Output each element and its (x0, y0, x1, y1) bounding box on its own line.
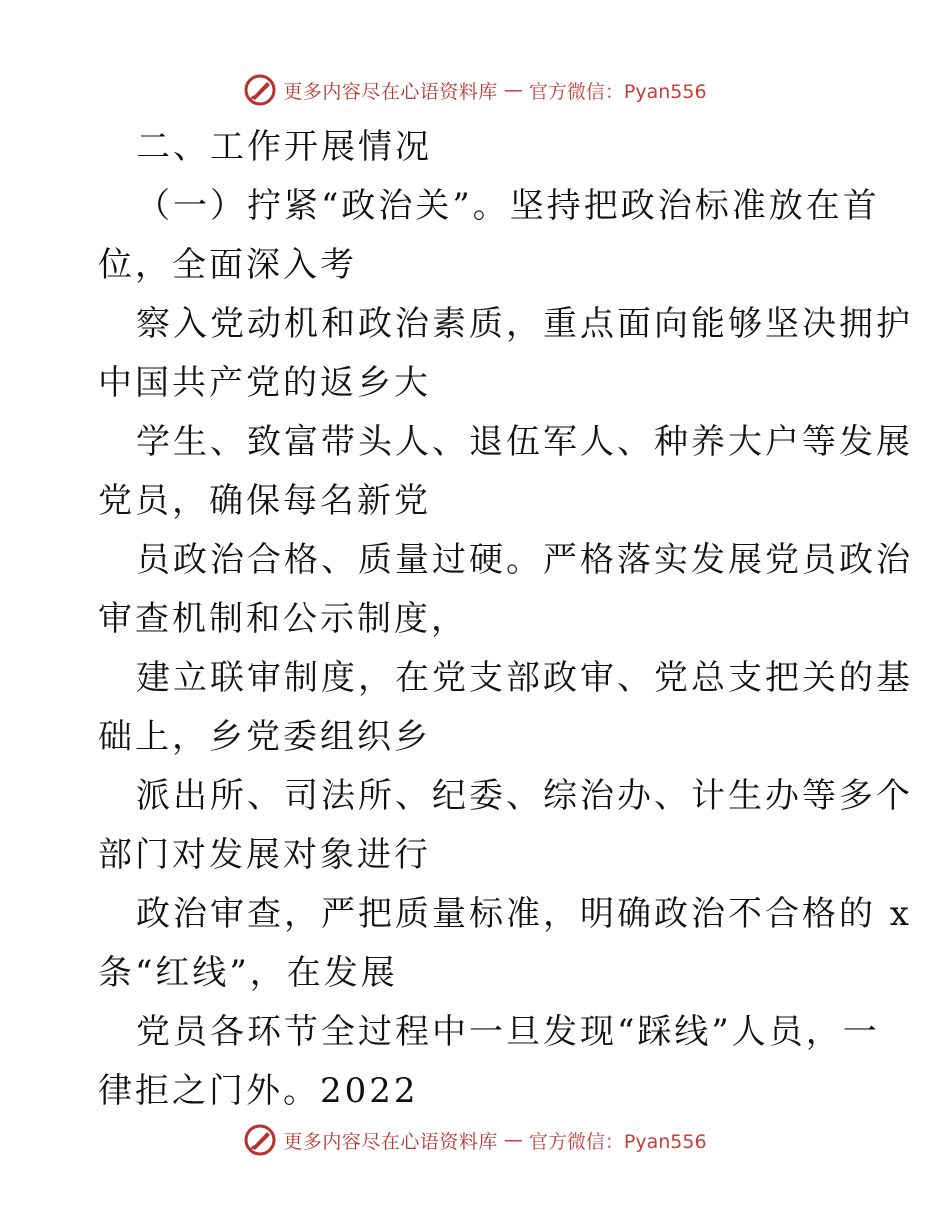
paragraph-line: 察入党动机和政治素质，重点面向能够坚决拥护 (136, 304, 913, 344)
header-banner-text: 更多内容尽在心语资料库 (283, 80, 498, 103)
paragraph-line: 党员，确保每名新党 (98, 481, 431, 521)
quill-pen-logo-icon (243, 1123, 277, 1157)
paragraph-line: 条“红线”，在发展 (98, 953, 398, 993)
footer-banner (0, 1120, 950, 1160)
paragraph-line: 建立联审制度，在党支部政审、党总支把关的基 (136, 658, 913, 698)
quill-pen-logo-icon (243, 73, 277, 107)
paragraph-line: 审查机制和公示制度， (98, 599, 468, 639)
footer-banner-contact: 官方微信：Pyan556 (528, 1130, 707, 1153)
paragraph-line: 派出所、司法所、纪委、综治办、计生办等多个 (136, 776, 913, 816)
paragraph-line: 员政治合格、质量过硬。严格落实发展党员政治 (136, 540, 913, 580)
paragraph-line: 政治审查，严把质量标准，明确政治不合格的 x (136, 894, 912, 934)
paragraph-line: 位，全面深入考 (98, 245, 357, 285)
paragraph-line: 础上，乡党委组织乡 (98, 717, 431, 757)
header-banner-contact: 官方微信：Pyan556 (528, 80, 707, 103)
paragraph-line: 中国共产党的返乡大 (98, 363, 431, 403)
document-body (98, 118, 913, 1121)
paragraph-line: 党员各环节全过程中一旦发现“踩线”人员，一 (136, 1012, 880, 1052)
paragraph-line: 部门对发展对象进行 (98, 835, 431, 875)
paragraph-line: （一）拧紧“政治关”。坚持把政治标准放在首 (136, 186, 880, 226)
footer-banner-text: 更多内容尽在心语资料库 (283, 1130, 498, 1153)
header-banner (0, 70, 950, 110)
paragraph-line: 律拒之门外。2022 (98, 1071, 419, 1111)
header-banner-separator: — (503, 79, 523, 101)
footer-banner-separator: — (503, 1129, 523, 1151)
paragraph-line: 学生、致富带头人、退伍军人、种养大户等发展 (136, 422, 913, 462)
section-heading: 二、工作开展情况 (136, 127, 432, 167)
